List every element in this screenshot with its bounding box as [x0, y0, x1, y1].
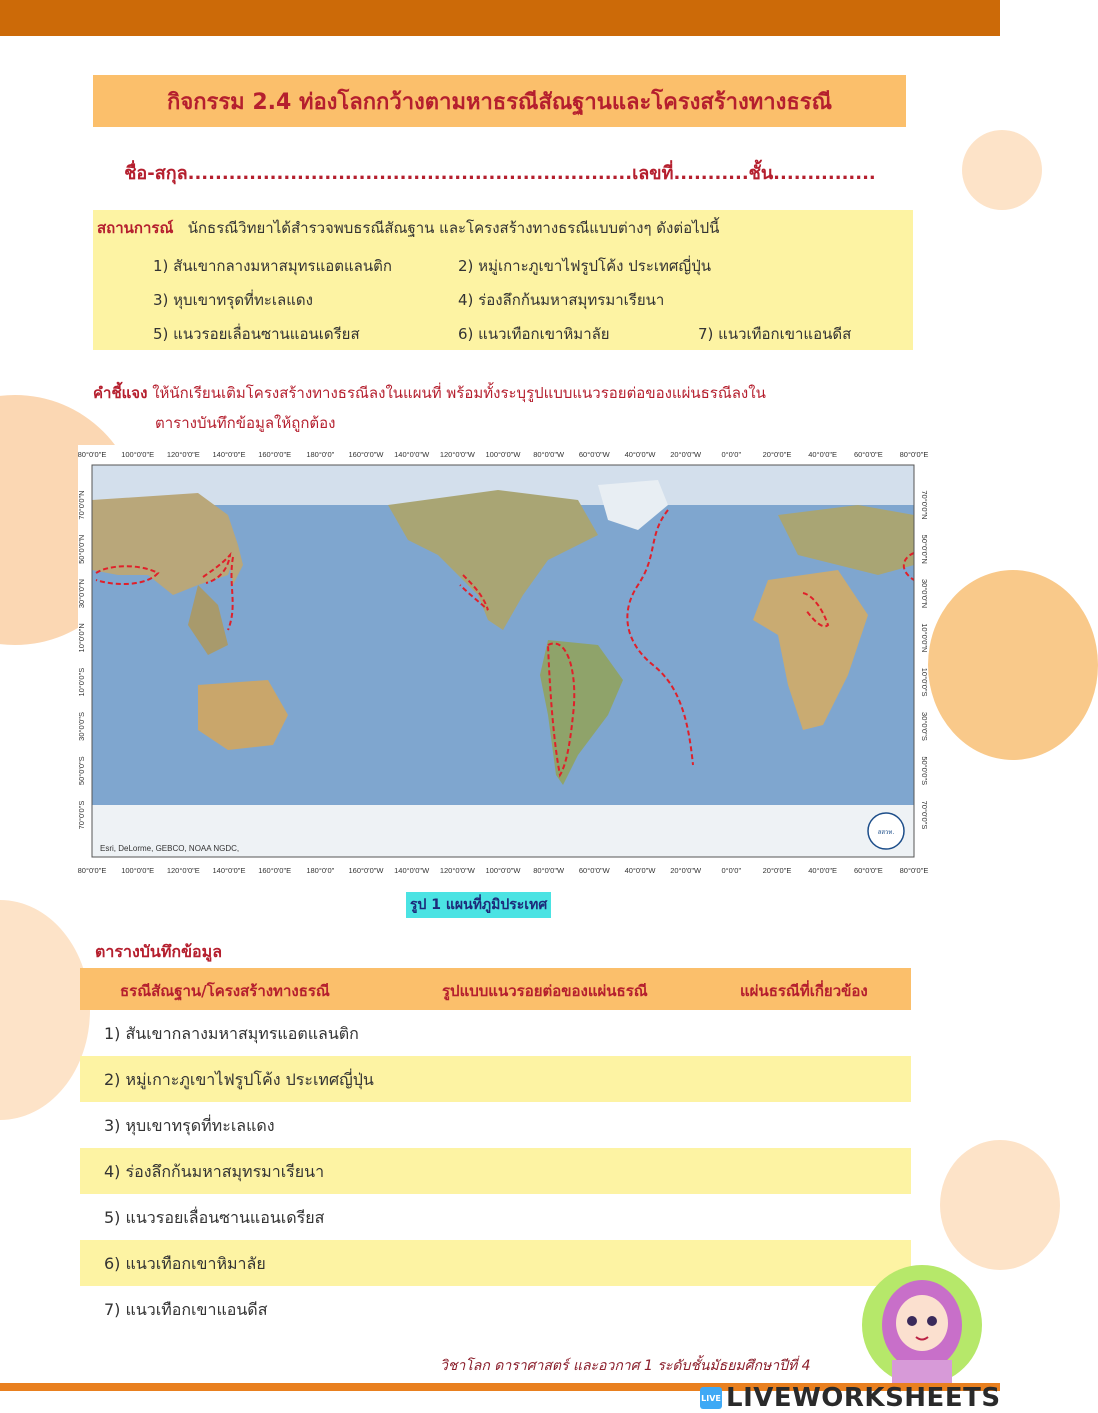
left-tick-label: 70°0'0"N — [77, 490, 86, 520]
bottom-tick-label: 0°0'0" — [721, 866, 742, 875]
situation-item: 4) ร่องลึกก้นมหาสมุทรมาเรียนา — [458, 291, 665, 309]
situation-heading — [97, 216, 909, 240]
row-label: 2) หมู่เกาะภูเขาไฟรูปโค้ง ประเทศญี่ปุ่น — [104, 1070, 374, 1089]
top-tick-label: 60°0'0"E — [853, 450, 883, 459]
row-label: 3) หุบเขาทรุดที่ทะเลแดง — [104, 1116, 275, 1135]
top-tick-label: 20°0'0"W — [670, 450, 702, 459]
live-badge-icon: LIVE — [700, 1387, 722, 1409]
instructions — [93, 378, 913, 438]
row-label: 6) แนวเทือกเขาหิมาลัย — [104, 1254, 266, 1273]
teacher-avatar — [862, 1265, 982, 1385]
bottom-tick-label: 80°0'0"E — [77, 866, 107, 875]
top-accent-bar — [0, 0, 1000, 36]
bottom-tick-label: 120°0'0"E — [166, 866, 200, 875]
right-tick-label: 50°0'0"S — [920, 756, 929, 786]
top-tick-label: 80°0'0"E — [899, 450, 929, 459]
bottom-tick-label: 60°0'0"W — [578, 866, 610, 875]
situation-item: 1) สันเขากลางมหาสมุทรแอตแลนติก — [153, 257, 392, 275]
bottom-tick-label: 100°0'0"E — [121, 866, 155, 875]
top-tick-label: 40°0'0"W — [624, 450, 656, 459]
top-tick-label: 100°0'0"W — [485, 450, 521, 459]
map-caption: รูป 1 แผนที่ภูมิประเทศ — [406, 892, 551, 918]
avatar-illustration — [862, 1265, 982, 1385]
bottom-tick-label: 140°0'0"W — [394, 866, 430, 875]
situation-box — [93, 210, 913, 350]
right-tick-label: 10°0'0"S — [920, 667, 929, 697]
column-header: รูปแบบแนวรอยต่อของแผ่นธรณี — [442, 982, 648, 1000]
decorative-circle — [928, 570, 1098, 760]
student-name-line: ชื่อ-สกุล.................................................................เลขที่...........ชั้น............... — [124, 163, 876, 184]
top-tick-label: 20°0'0"E — [762, 450, 792, 459]
top-tick-label: 80°0'0"E — [77, 450, 107, 459]
map-credit: Esri, DeLorme, GEBCO, NOAA NGDC, — [100, 844, 240, 853]
left-tick-label: 50°0'0"N — [77, 534, 86, 564]
top-tick-label: 140°0'0"E — [212, 450, 246, 459]
bottom-tick-label: 120°0'0"W — [439, 866, 475, 875]
situation-item: 6) แนวเทือกเขาหิมาลัย — [458, 325, 610, 343]
top-tick-label: 120°0'0"W — [439, 450, 475, 459]
decorative-circle — [940, 1140, 1060, 1270]
world-map — [78, 445, 928, 880]
ipst-logo-text: สสวท. — [877, 829, 895, 836]
table-row[interactable] — [80, 1240, 911, 1286]
page-title: กิจกรรม 2.4 ท่องโลกกว้างตามหาธรณีสัณฐานและโครงสร้างทางธรณี — [167, 89, 832, 115]
bottom-tick-label: 160°0'0"E — [258, 866, 292, 875]
row-label: 5) แนวรอยเลื่อนซานแอนเดรียส — [104, 1208, 325, 1227]
footer-course-text: วิชาโลก ดาราศาสตร์ และอวกาศ 1 ระดับชั้นมัธยมศึกษาปีที่ 4 — [440, 1358, 811, 1374]
bottom-tick-label: 60°0'0"E — [853, 866, 883, 875]
activity-title-banner — [93, 75, 906, 127]
right-tick-label: 50°0'0"N — [920, 534, 929, 564]
left-tick-label: 70°0'0"S — [77, 800, 86, 830]
top-tick-label: 60°0'0"W — [578, 450, 610, 459]
top-tick-label: 120°0'0"E — [166, 450, 200, 459]
row-label: 4) ร่องลึกก้นมหาสมุทรมาเรียนา — [104, 1162, 325, 1181]
right-tick-label: 30°0'0"S — [920, 712, 929, 741]
table-row[interactable] — [80, 1056, 911, 1102]
situation-label: สถานการณ์ — [97, 219, 174, 237]
top-tick-label: 160°0'0"W — [348, 450, 384, 459]
bottom-tick-label: 140°0'0"E — [212, 866, 246, 875]
bottom-tick-label: 80°0'0"E — [899, 866, 929, 875]
table-row[interactable] — [80, 1194, 911, 1240]
brand-text: LIVEWORKSHEETS — [726, 1383, 1001, 1413]
table-row[interactable] — [80, 1286, 911, 1332]
decorative-circle — [0, 900, 90, 1120]
situation-item: 5) แนวรอยเลื่อนซานแอนเดรียส — [153, 325, 360, 343]
right-tick-label: 30°0'0"N — [920, 578, 929, 609]
bottom-tick-label: 160°0'0"W — [348, 866, 384, 875]
world-map-figure — [78, 445, 928, 880]
instruction-line-1: ให้นักเรียนเติมโครงสร้างทางธรณีลงในแผนที่ พร้อมทั้งระบุรูปแบบแนวรอยต่อของแผ่นธรณีลงใน — [152, 384, 766, 402]
bottom-tick-label: 40°0'0"W — [624, 866, 656, 875]
left-tick-label: 10°0'0"N — [77, 623, 86, 653]
bottom-tick-label: 80°0'0"W — [533, 866, 565, 875]
liveworksheets-logo[interactable] — [700, 1383, 1001, 1413]
situation-item: 7) แนวเทือกเขาแอนดีส — [698, 325, 852, 343]
top-tick-label: 80°0'0"W — [533, 450, 565, 459]
row-label: 7) แนวเทือกเขาแอนดีส — [104, 1300, 268, 1319]
table-title: ตารางบันทึกข้อมูล — [95, 942, 222, 961]
table-row[interactable] — [80, 1102, 911, 1148]
instruction-label: คำชี้แจง — [93, 384, 148, 402]
top-tick-label: 100°0'0"E — [121, 450, 155, 459]
top-tick-label: 160°0'0"E — [258, 450, 292, 459]
bottom-tick-label: 40°0'0"E — [808, 866, 838, 875]
left-tick-label: 30°0'0"S — [77, 712, 86, 741]
left-tick-label: 10°0'0"S — [77, 667, 86, 697]
left-tick-label: 30°0'0"N — [77, 578, 86, 609]
top-tick-label: 40°0'0"E — [808, 450, 838, 459]
left-tick-label: 50°0'0"S — [77, 756, 86, 786]
situation-item: 2) หมู่เกาะภูเขาไฟรูปโค้ง ประเทศญี่ปุ่น — [458, 257, 711, 275]
column-header: ธรณีสัณฐาน/โครงสร้างทางธรณี — [120, 982, 330, 1000]
table-header-row — [80, 968, 911, 1010]
situation-text: นักธรณีวิทยาได้สำรวจพบธรณีสัณฐาน และโครงสร้างทางธรณีแบบต่างๆ ดังต่อไปนี้ — [187, 219, 720, 237]
column-header: แผ่นธรณีที่เกี่ยวข้อง — [740, 982, 868, 1000]
right-tick-label: 10°0'0"N — [920, 623, 929, 653]
top-tick-label: 180°0'0" — [306, 450, 335, 459]
record-table — [80, 968, 911, 1332]
bottom-tick-label: 180°0'0" — [306, 866, 335, 875]
right-tick-label: 70°0'0"S — [920, 800, 929, 830]
situation-item: 3) หุบเขาทรุดที่ทะเลแดง — [153, 291, 313, 309]
bottom-tick-label: 20°0'0"W — [670, 866, 702, 875]
table-row[interactable] — [80, 1010, 911, 1056]
right-tick-label: 70°0'0"N — [920, 490, 929, 520]
top-tick-label: 140°0'0"W — [394, 450, 430, 459]
row-label: 1) สันเขากลางมหาสมุทรแอตแลนติก — [104, 1024, 359, 1043]
table-row[interactable] — [80, 1148, 911, 1194]
top-tick-label: 0°0'0" — [721, 450, 742, 459]
bottom-tick-label: 20°0'0"E — [762, 866, 792, 875]
bottom-tick-label: 100°0'0"W — [485, 866, 521, 875]
instruction-line-2: ตารางบันทึกข้อมูลให้ถูกต้อง — [155, 414, 336, 432]
